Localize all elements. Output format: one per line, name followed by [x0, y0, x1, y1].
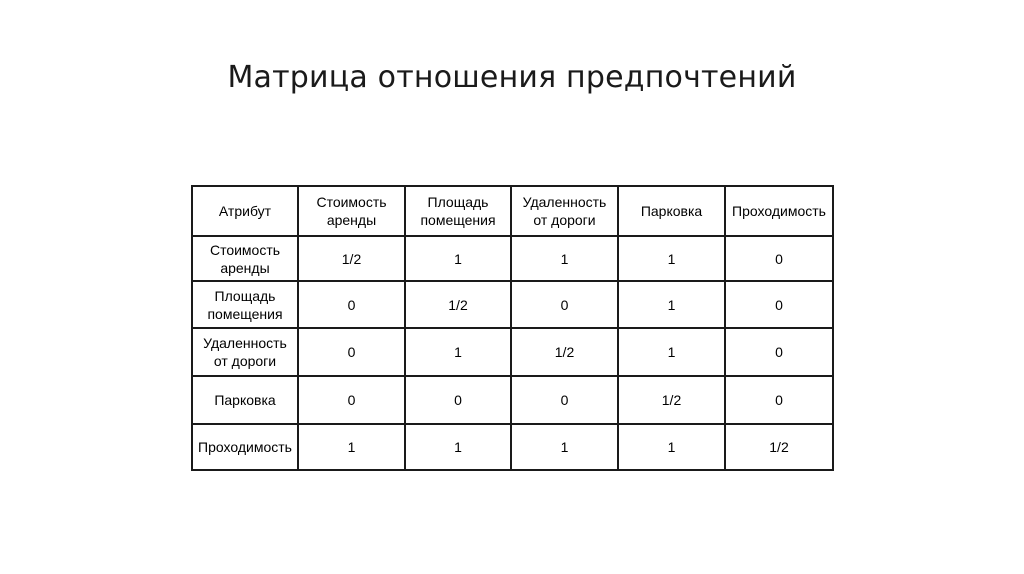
- row-label-cell: Стоимость аренды: [192, 236, 298, 281]
- table-row: [192, 281, 833, 328]
- value-cell: 0: [298, 281, 405, 328]
- preference-matrix-table: [191, 185, 834, 471]
- value-cell: 0: [298, 328, 405, 376]
- header-cell: Атрибут: [192, 186, 298, 236]
- slide-title: Матрица отношения предпочтений: [227, 60, 797, 95]
- row-label-cell: Площадь помещения: [192, 281, 298, 328]
- value-cell: 1/2: [511, 328, 618, 376]
- value-cell: 0: [725, 376, 833, 424]
- value-cell: 0: [405, 376, 511, 424]
- header-cell: Удаленность от дороги: [511, 186, 618, 236]
- value-cell: 1: [511, 236, 618, 281]
- table-header-row: [192, 186, 833, 236]
- value-cell: 1: [405, 236, 511, 281]
- value-cell: 1: [511, 424, 618, 470]
- value-cell: 0: [725, 281, 833, 328]
- header-cell: Площадь помещения: [405, 186, 511, 236]
- row-label-cell: Парковка: [192, 376, 298, 424]
- value-cell: 1: [298, 424, 405, 470]
- value-cell: 1: [618, 328, 725, 376]
- table-row: [192, 328, 833, 376]
- value-cell: 0: [725, 328, 833, 376]
- table-row: [192, 236, 833, 281]
- header-cell: Проходимость: [725, 186, 833, 236]
- value-cell: 1: [405, 424, 511, 470]
- value-cell: 1: [618, 281, 725, 328]
- table-row: [192, 376, 833, 424]
- row-label-cell: Удаленность от дороги: [192, 328, 298, 376]
- value-cell: 0: [511, 281, 618, 328]
- value-cell: 0: [725, 236, 833, 281]
- header-cell: Парковка: [618, 186, 725, 236]
- table-row: [192, 424, 833, 470]
- value-cell: 1: [405, 328, 511, 376]
- value-cell: 1/2: [618, 376, 725, 424]
- value-cell: 1/2: [405, 281, 511, 328]
- value-cell: 0: [511, 376, 618, 424]
- value-cell: 1: [618, 424, 725, 470]
- value-cell: 1: [618, 236, 725, 281]
- value-cell: 0: [298, 376, 405, 424]
- header-cell: Стоимость аренды: [298, 186, 405, 236]
- value-cell: 1/2: [298, 236, 405, 281]
- value-cell: 1/2: [725, 424, 833, 470]
- row-label-cell: Проходимость: [192, 424, 298, 470]
